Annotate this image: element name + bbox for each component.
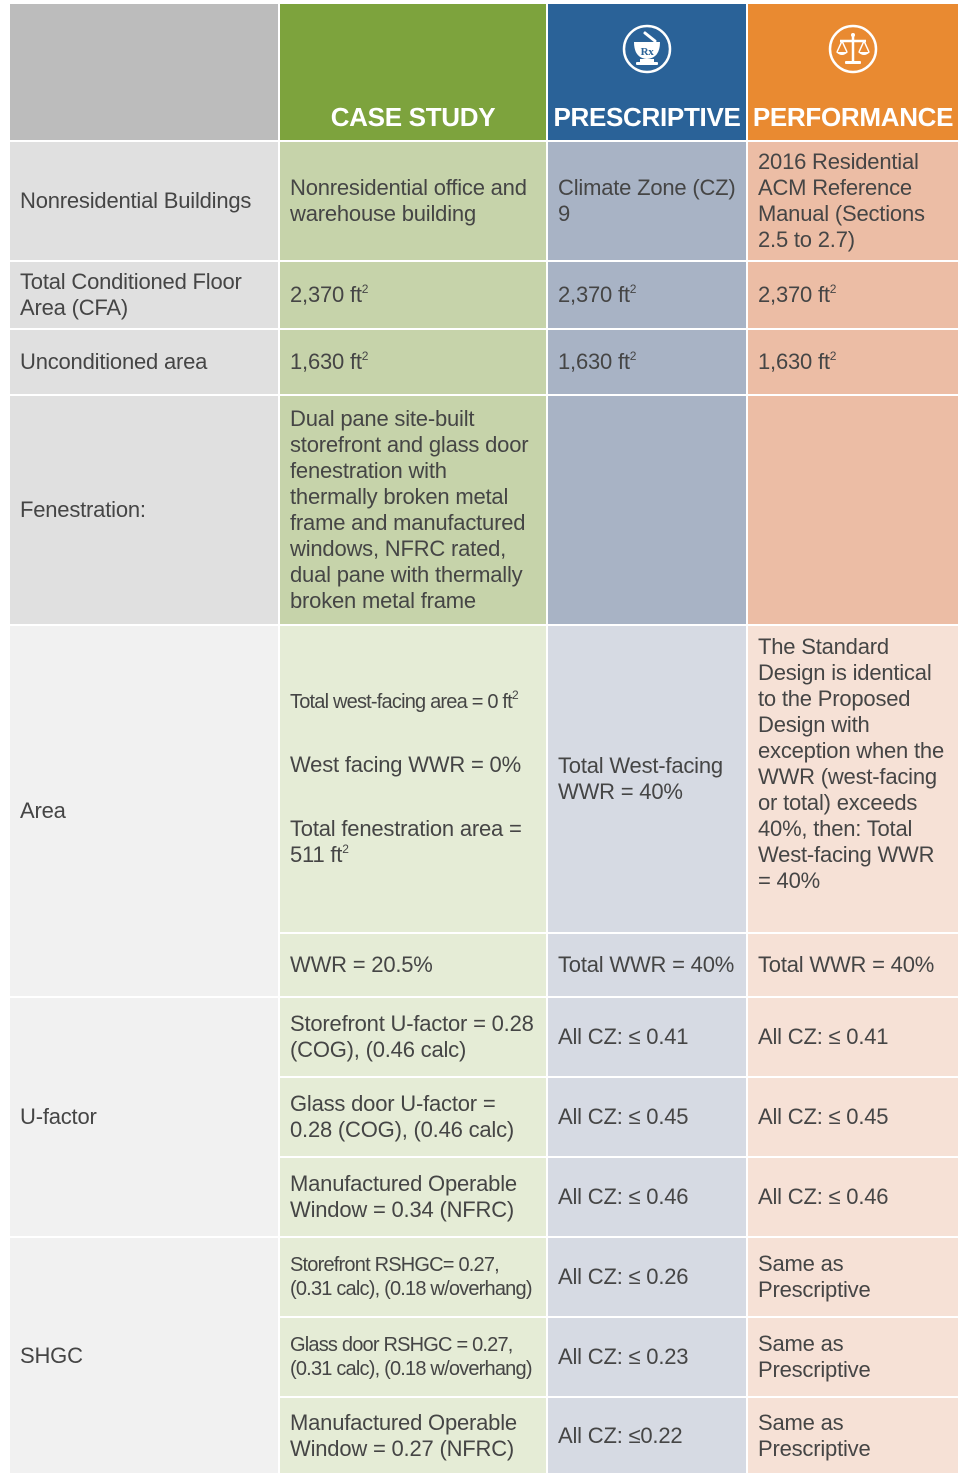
case-study-title: CASE STUDY: [330, 102, 496, 132]
nonres-case: Nonresidential office and warehouse building: [280, 142, 546, 260]
ufactor-prescriptive-2: All CZ: ≤ 0.45: [548, 1078, 746, 1156]
shgc-case-2: Glass door RSHGC = 0.27, (0.31 calc), (0.18 w/overhang): [280, 1318, 546, 1396]
fen-label: Fenestration:: [10, 396, 278, 624]
shgc-case-3: Manufactured Operable Window = 0.27 (NFRC): [280, 1398, 546, 1473]
wwr-prescriptive: Total WWR = 40%: [548, 934, 746, 996]
wwr-performance: Total WWR = 40%: [748, 934, 958, 996]
prescriptive-header: [548, 4, 746, 140]
fen-prescriptive: [548, 396, 746, 624]
shgc-label: SHGC: [10, 1238, 278, 1473]
west-facing-area-text: Total west-facing area = 0 $ft^2$: [290, 688, 518, 713]
shgc-case-1: Storefront RSHGC= 0.27, (0.31 calc), (0.18 w/overhang): [280, 1238, 546, 1316]
shgc-performance-2: Same as Prescriptive: [748, 1318, 958, 1396]
prescriptive-title: PRESCRIPTIVE: [553, 102, 741, 132]
area-prescriptive: Total West-facing WWR = 40%: [548, 626, 746, 932]
uncond-label: Unconditioned area: [10, 330, 278, 394]
ufactor-performance-2: All CZ: ≤ 0.45: [748, 1078, 958, 1156]
uncond-performance: 1,630 $ft^2$: [748, 330, 958, 394]
performance-title: PERFORMANCE: [752, 102, 954, 132]
superscript: 2: [511, 688, 518, 702]
shgc-prescriptive-2: All CZ: ≤ 0.23: [548, 1318, 746, 1396]
ufactor-performance-1: All CZ: ≤ 0.41: [748, 998, 958, 1076]
shgc-prescriptive-1: All CZ: ≤ 0.26: [548, 1238, 746, 1316]
superscript: 2: [361, 349, 369, 363]
superscript: 2: [361, 282, 369, 296]
header-blank-cell: [10, 4, 278, 140]
cfa-performance: 2,370 $ft^2$: [748, 262, 958, 328]
shgc-prescriptive-3: All CZ: ≤0.22: [548, 1398, 746, 1473]
superscript: 2: [342, 842, 349, 856]
ufactor-performance-3: All CZ: ≤ 0.46: [748, 1158, 958, 1236]
uncond-case: 1,630 $ft^2$: [280, 330, 546, 394]
mortar-pestle-rx-icon: [622, 24, 672, 74]
cfa-prescriptive: 2,370 $ft^2$: [548, 262, 746, 328]
fen-performance: [748, 396, 958, 624]
superscript: 2: [629, 282, 637, 296]
svg-text:Rx: Rx: [640, 46, 654, 58]
shgc-performance-1: Same as Prescriptive: [748, 1238, 958, 1316]
area-label: Area: [10, 626, 278, 996]
area-performance: The Standard Design is identical to the Proposed Design with exception when the WWR (west-facing or total) exceeds 40%, then: Total West-facing WWR = 40%: [748, 626, 958, 932]
balance-scale-icon: [828, 24, 878, 74]
fen-case: Dual pane site-built storefront and glass door fenestration with thermally broken metal frame and manufactured windows, NFRC rated, dual pane with thermally broken metal frame: [280, 396, 546, 624]
ufactor-case-2: Glass door U-factor = 0.28 (COG), (0.46 calc): [280, 1078, 546, 1156]
west-facing-wwr-text: West facing WWR = 0%: [290, 752, 521, 777]
superscript: 2: [829, 349, 837, 363]
total-fenestration-text: Total fenestration area = 511 $ft^2$: [290, 816, 522, 867]
nonres-performance: 2016 Residential ACM Reference Manual (Sections 2.5 to 2.7): [748, 142, 958, 260]
ufactor-case-3: Manufactured Operable Window = 0.34 (NFRC): [280, 1158, 546, 1236]
ufactor-case-1: Storefront U-factor = 0.28 (COG), (0.46 calc): [280, 998, 546, 1076]
wwr-case: WWR = 20.5%: [280, 934, 546, 996]
nonres-prescriptive: Climate Zone (CZ) 9: [548, 142, 746, 260]
case-study-header: [280, 4, 546, 140]
uncond-prescriptive: 1,630 $ft^2$: [548, 330, 746, 394]
cfa-label: Total Conditioned Floor Area (CFA): [10, 262, 278, 328]
area-case: [280, 626, 546, 932]
nonres-label: Nonresidential Buildings: [10, 142, 278, 260]
ufactor-prescriptive-1: All CZ: ≤ 0.41: [548, 998, 746, 1076]
superscript: 2: [829, 282, 837, 296]
cfa-case: 2,370 $ft^2$: [280, 262, 546, 328]
performance-header: [748, 4, 958, 140]
ufactor-prescriptive-3: All CZ: ≤ 0.46: [548, 1158, 746, 1236]
shgc-performance-3: Same as Prescriptive: [748, 1398, 958, 1473]
ufactor-label: U-factor: [10, 998, 278, 1236]
superscript: 2: [629, 349, 637, 363]
